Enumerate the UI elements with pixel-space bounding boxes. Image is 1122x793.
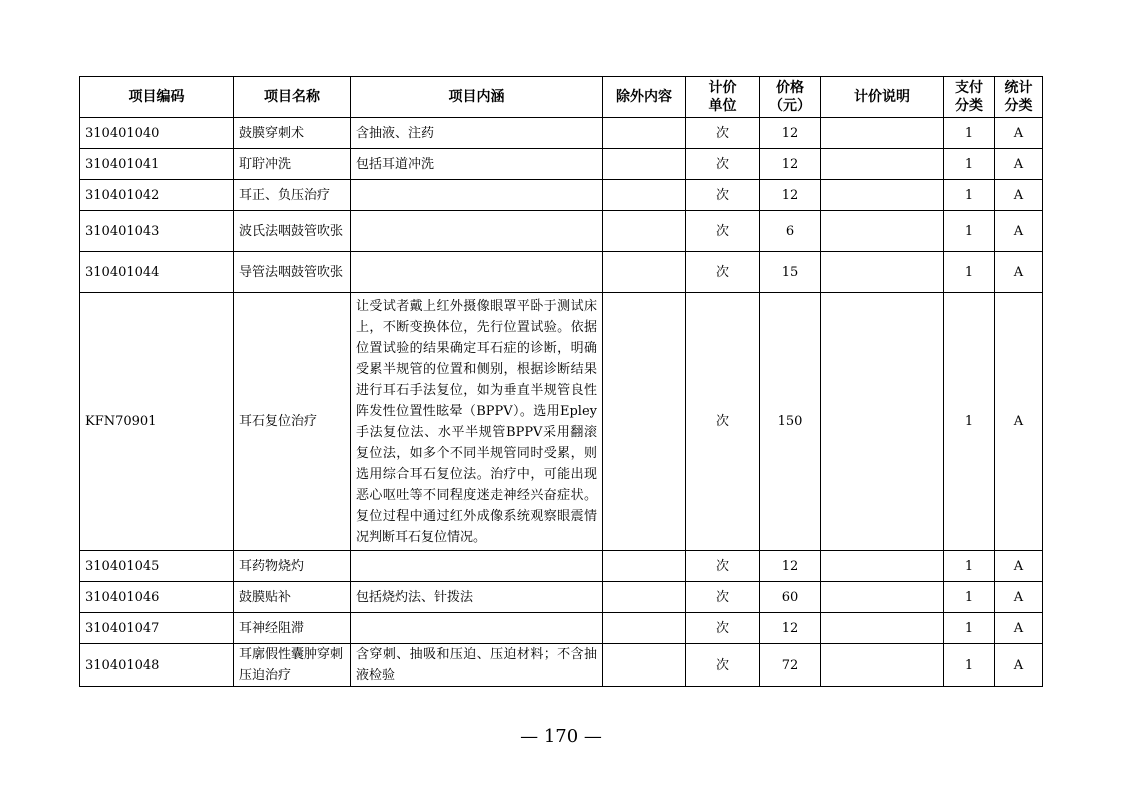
cell-unit: 次 [686,211,760,252]
cell-unit: 次 [686,582,760,613]
cell-stat: A [995,180,1043,211]
cell-name: 鼓膜贴补 [234,582,351,613]
table-row [80,644,1043,687]
cell-exclusions [603,613,686,644]
cell-name: 耳正、负压治疗 [234,180,351,211]
header-exclusions: 除外内容 [603,77,686,118]
cell-exclusions [603,211,686,252]
cell-note [821,252,944,293]
header-stat: 统计 分类 [995,77,1043,118]
cell-price: 6 [760,211,821,252]
table-row [80,180,1043,211]
cell-payment: 1 [944,551,995,582]
cell-unit: 次 [686,644,760,687]
fee-schedule-table [79,76,1043,687]
cell-stat: A [995,613,1043,644]
table-row [80,551,1043,582]
header-payment: 支付 分类 [944,77,995,118]
cell-name: 耳廓假性囊肿穿刺压迫治疗 [234,644,351,687]
cell-note [821,149,944,180]
header-content: 项目内涵 [351,77,603,118]
cell-code: 310401047 [80,613,234,644]
cell-stat: A [995,644,1043,687]
cell-code: 310401040 [80,118,234,149]
table-row [80,149,1043,180]
cell-content: 含抽液、注药 [351,118,603,149]
cell-content [351,252,603,293]
cell-name: 耵聍冲洗 [234,149,351,180]
cell-exclusions [603,180,686,211]
cell-note [821,118,944,149]
cell-content [351,613,603,644]
table-row [80,613,1043,644]
table-row [80,252,1043,293]
cell-exclusions [603,118,686,149]
cell-exclusions [603,551,686,582]
cell-exclusions [603,582,686,613]
cell-payment: 1 [944,118,995,149]
cell-content [351,211,603,252]
header-unit: 计价 单位 [686,77,760,118]
header-pricing-note: 计价说明 [821,77,944,118]
cell-stat: A [995,293,1043,551]
cell-unit: 次 [686,252,760,293]
cell-payment: 1 [944,252,995,293]
cell-stat: A [995,118,1043,149]
cell-code: KFN70901 [80,293,234,551]
cell-name: 波氏法咽鼓管吹张 [234,211,351,252]
cell-stat: A [995,551,1043,582]
cell-code: 310401042 [80,180,234,211]
cell-price: 12 [760,149,821,180]
cell-payment: 1 [944,644,995,687]
cell-payment: 1 [944,180,995,211]
cell-name: 耳药物烧灼 [234,551,351,582]
cell-unit: 次 [686,149,760,180]
table-row [80,293,1043,551]
cell-stat: A [995,211,1043,252]
cell-name: 耳石复位治疗 [234,293,351,551]
cell-price: 150 [760,293,821,551]
cell-content [351,551,603,582]
cell-exclusions [603,252,686,293]
cell-exclusions [603,293,686,551]
cell-price: 12 [760,118,821,149]
cell-price: 72 [760,644,821,687]
cell-content: 含穿刺、抽吸和压迫、压迫材料；不含抽液检验 [351,644,603,687]
cell-exclusions [603,149,686,180]
cell-unit: 次 [686,293,760,551]
cell-note [821,293,944,551]
cell-name: 鼓膜穿刺术 [234,118,351,149]
header-name: 项目名称 [234,77,351,118]
cell-code: 310401046 [80,582,234,613]
cell-note [821,180,944,211]
cell-payment: 1 [944,149,995,180]
table-row [80,582,1043,613]
header-price: 价格 （元） [760,77,821,118]
cell-price: 15 [760,252,821,293]
cell-payment: 1 [944,582,995,613]
page-number: — 170 — [520,726,602,747]
table-row [80,211,1043,252]
cell-unit: 次 [686,613,760,644]
cell-stat: A [995,149,1043,180]
cell-content: 包括烧灼法、针拨法 [351,582,603,613]
table-row [80,118,1043,149]
cell-name: 导管法咽鼓管吹张 [234,252,351,293]
cell-note [821,551,944,582]
cell-price: 12 [760,613,821,644]
cell-unit: 次 [686,551,760,582]
cell-content: 让受试者戴上红外摄像眼罩平卧于测试床上，不断变换体位，先行位置试验。依据位置试验的结果确定耳石症的诊断，明确受累半规管的位置和侧别，根据诊断结果进行耳石手法复位，如为垂直半规管良性阵发性位置性眩晕（BPPV）。选用Epley手法复位法、水平半规管BPPV采用翻滚复位法，如多个不同半规管同时受累，则选用综合耳石复位法。治疗中，可能出现恶心呕吐等不同程度迷走神经兴奋症状。复位过程中通过红外成像系统观察眼震情况判断耳石复位情况。 [351,293,603,551]
cell-stat: A [995,582,1043,613]
cell-stat: A [995,252,1043,293]
cell-content [351,180,603,211]
cell-note [821,582,944,613]
cell-note [821,644,944,687]
cell-code: 310401041 [80,149,234,180]
cell-unit: 次 [686,180,760,211]
cell-code: 310401043 [80,211,234,252]
cell-content: 包括耳道冲洗 [351,149,603,180]
cell-price: 12 [760,180,821,211]
cell-code: 310401045 [80,551,234,582]
cell-note [821,211,944,252]
cell-exclusions [603,644,686,687]
cell-note [821,613,944,644]
cell-payment: 1 [944,293,995,551]
header-code: 项目编码 [80,77,234,118]
cell-name: 耳神经阻滞 [234,613,351,644]
table-header-row [80,77,1043,118]
cell-price: 12 [760,551,821,582]
cell-payment: 1 [944,613,995,644]
cell-code: 310401044 [80,252,234,293]
cell-unit: 次 [686,118,760,149]
cell-code: 310401048 [80,644,234,687]
cell-payment: 1 [944,211,995,252]
cell-price: 60 [760,582,821,613]
